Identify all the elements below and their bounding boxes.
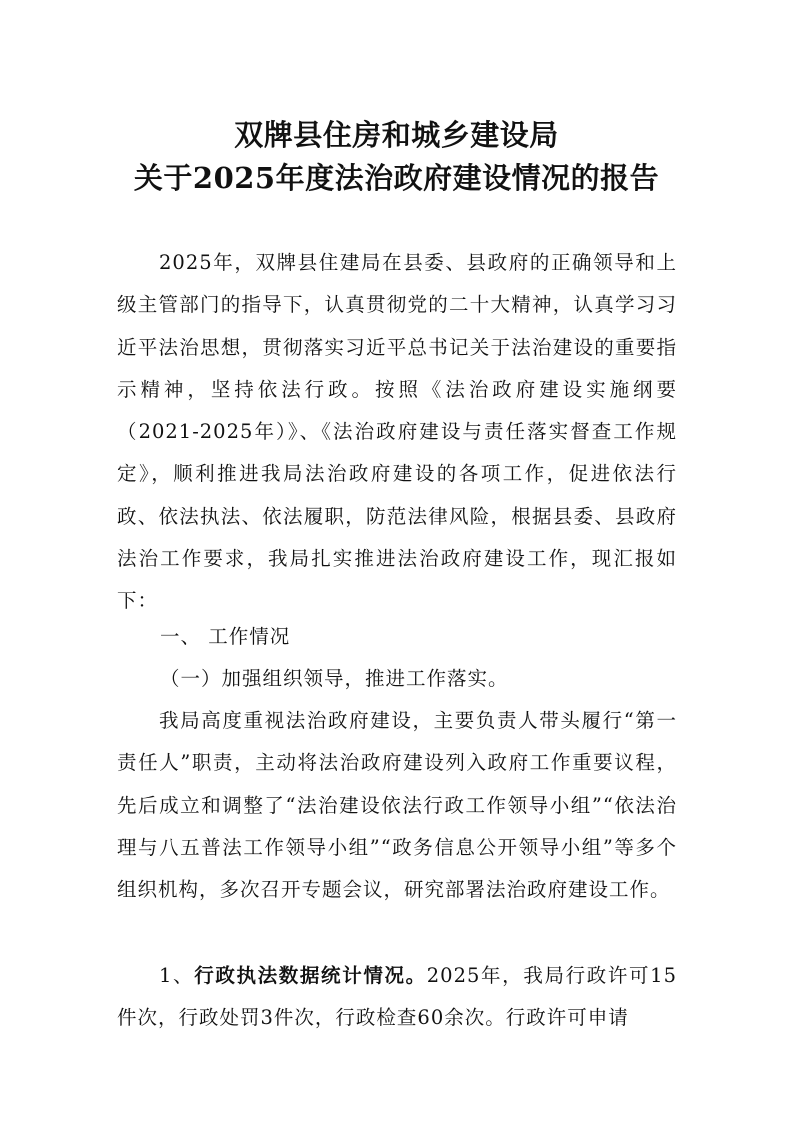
document-title-line-2: 关于2025年度法治政府建设情况的报告 [133,161,660,195]
item-number: 1、 [159,964,195,987]
item-lead-bold: 行政执法数据统计情况。 [194,964,427,987]
section-heading-work-status: 一、 工作情况 [160,625,291,648]
subsection-paragraph-organization: 我局高度重视法治政府建设，主要负责人带头履行“第一责任人”职责，主动将法治政府建设列入政府工作重要议程，先后成立和调整了“法治建设依法行政工作领导小组”“依法治理与八五普法工作领导小组”“政务信息公开领导小组”等多个组织机构，多次召开专题会议，研究部署法治政府建设工作。 [117,709,677,902]
subsection-heading-organization: （一）加强组织领导，推进工作落实。 [160,667,509,690]
document-title-line-1: 双牌县住房和城乡建设局 [234,118,559,152]
item-text: 2025年，我局行政许可15件次，行政处罚3件次，行政检查60余次。行政许可申请 [117,964,677,1030]
intro-paragraph: 2025年，双牌县住建局在县委、县政府的正确领导和上级主管部门的指导下，认真贯彻党的二十大精神，认真学习习近平法治思想，贯彻落实习近平总书记关于法治建设的重要指示精神，坚持依法行政。按照《法治政府建设实施纲要（2021-2025年）》、《法治政府建设与责任落实督查工作规定》，顺利推进我局法治政府建设的各项工作，促进依法行政、依法执法、依法履职，防范法律风险，根据县委、县政府法治工作要求，我局扎实推进法治政府建设工作，现汇报如下： [117,251,677,613]
item-paragraph-enforcement-stats [117,955,677,1040]
